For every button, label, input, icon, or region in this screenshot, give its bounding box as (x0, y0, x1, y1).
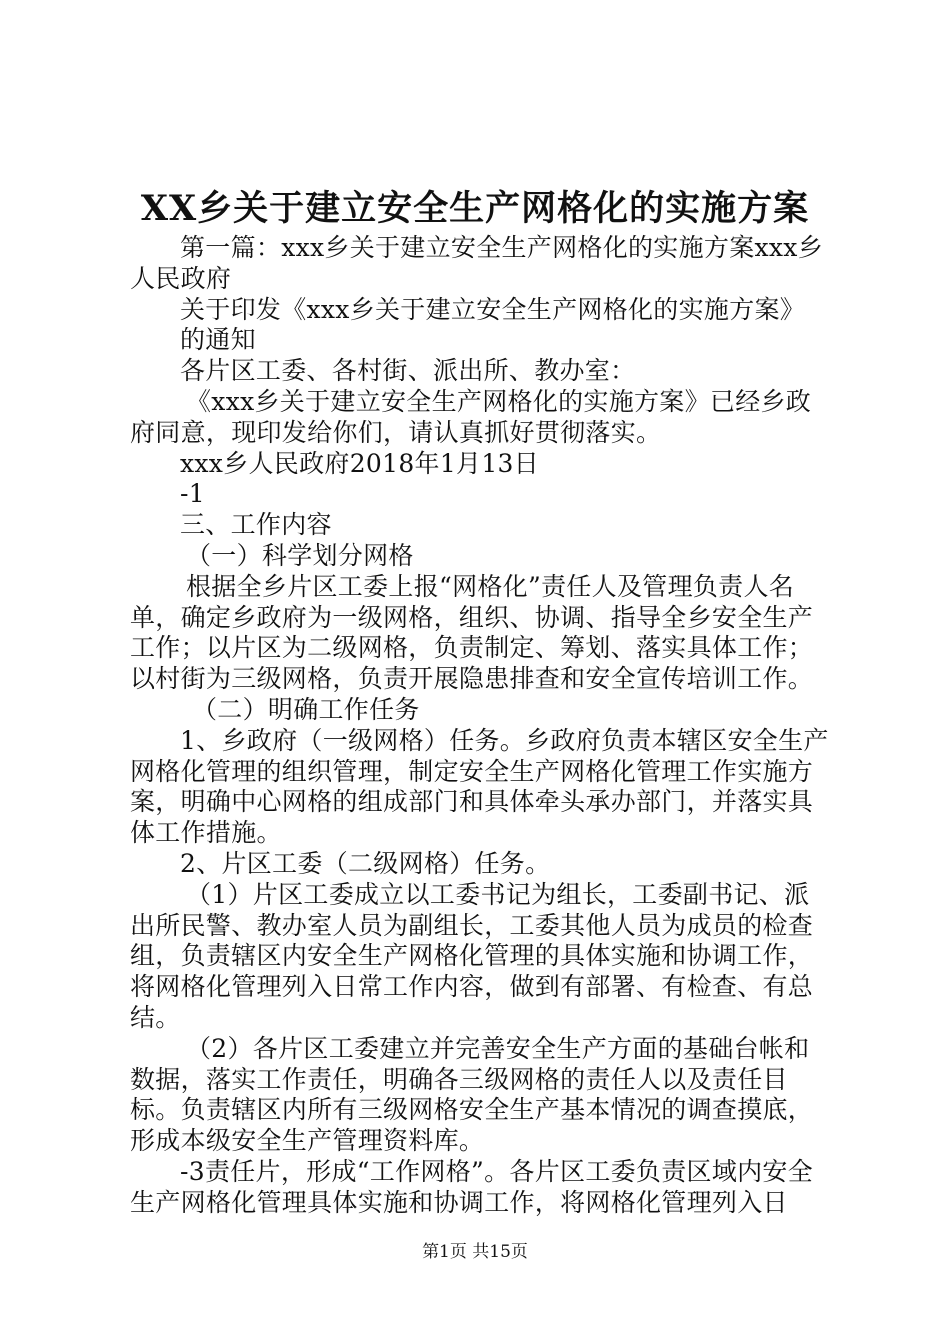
paragraph-notice-body: 《xxx乡关于建立安全生产网格化的实施方案》已经乡政府同意，现印发给你们，请认真抓好贯彻落实。 (130, 386, 812, 447)
paragraph-responsibility-area: -3责任片，形成“工作网格”。各片区工委负责区域内安全生产网格化管理具体实施和协调工作，将网格化管理列入日 (130, 1156, 814, 1217)
paragraph-recipients: 各片区工委、各村街、派出所、教办室： (180, 356, 636, 386)
paragraph-town-tasks: 1、乡政府（一级网格）任务。乡政府负责本辖区安全生产网格化管理的组织管理，制定安全生产网格化管理工作实施方案，明确中心网格的组成部门和具体牵头承办部门，并落实具体工作措施。 (130, 725, 829, 848)
subsection-heading-tasks: （二）明确工作任务 (192, 694, 420, 724)
paragraph-signature-date: xxx乡人民政府2018年1月13日 (180, 448, 540, 478)
paragraph-district-task-2: （2）各片区工委建立并完善安全生产方面的基础台帐和数据，落实工作责任，明确各三级网格的责任人以及责任目标。负责辖区内所有三级网格安全生产基本情况的调查摸底，形成本级安全生产管理资料库。 (130, 1033, 814, 1156)
paragraph-page-marker: -1 (180, 479, 205, 509)
paragraph-notice-suffix: 的通知 (180, 325, 256, 355)
paragraph-grid-division: 根据全乡片区工委上报“网格化”责任人及管理负责人名单，确定乡政府为一级网格，组织、协调、指导全乡安全生产工作；以片区为二级网格，负责制定、筹划、落实具体工作；以村街为三级网格，负责开展隐患排查和安全宣传培训工作。 (130, 571, 814, 694)
subsection-heading-grid-division: （一）科学划分网格 (186, 540, 414, 570)
paragraph-district-task-1: （1）片区工委成立以工委书记为组长，工委副书记、派出所民警、教办室人员为副组长，工委其他人员为成员的检查组，负责辖区内安全生产网格化管理的具体实施和协调工作，将网格化管理列入日常工作内容，做到有部署、有检查、有总结。 (130, 879, 814, 1032)
paragraph-intro: 第一篇：xxx乡关于建立安全生产网格化的实施方案xxx乡人民政府 (130, 233, 823, 293)
document-body (130, 233, 830, 1219)
document-title: XX乡关于建立安全生产网格化的实施方案 (140, 188, 810, 229)
page-footer: 第1页 共15页 (422, 1242, 528, 1262)
paragraph-district-tasks: 2、片区工委（二级网格）任务。 (180, 848, 551, 878)
paragraph-notice-title: 关于印发《xxx乡关于建立安全生产网格化的实施方案》 (180, 294, 806, 324)
section-heading-work-content: 三、工作内容 (180, 510, 332, 540)
